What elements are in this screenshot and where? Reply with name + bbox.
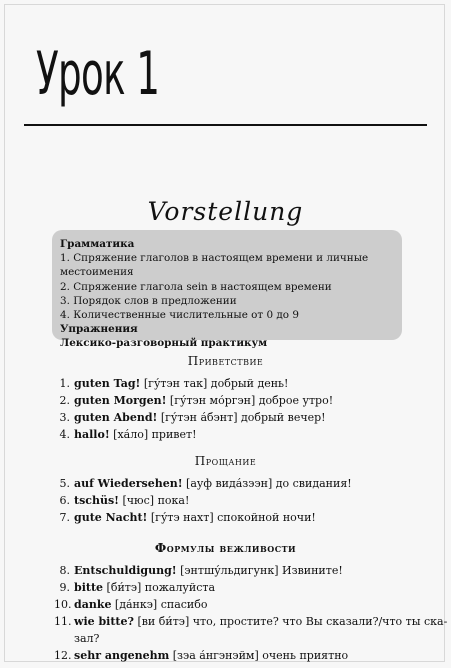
german-phrase: guten Abend! — [74, 411, 158, 424]
section-heading-farewells: Прощание — [194, 454, 257, 468]
translation: [ауф вида́зээн] до свидания! — [182, 477, 352, 490]
list-item — [54, 596, 447, 613]
translation: [энтшу́льдигунк] Извините! — [176, 564, 343, 577]
german-phrase: auf Wiedersehen! — [74, 477, 183, 490]
german-phrase: Entschuldigung! — [74, 564, 177, 577]
item-number: 7. — [59, 511, 70, 524]
item-number: 12. — [54, 649, 72, 662]
item-number: 3. — [59, 411, 70, 424]
grammar-item: 2. Спряжение глагола sein в настоящем времени — [60, 280, 332, 293]
translation: [ви би́тэ] что, простите? что Вы сказали?/что ты ска- — [133, 615, 448, 628]
german-phrase: wie bitte? — [74, 615, 134, 628]
grammar-item: 1. Спряжение глаголов в настоящем времени и личные местоимения — [60, 252, 369, 279]
translation: [зэа а́нгэнэйм] очень приятно — [169, 649, 349, 662]
german-phrase: danke — [74, 598, 112, 611]
item-number: 10. — [54, 598, 72, 611]
translation: зал? — [74, 632, 100, 645]
translation: [гу́тэн а́бэнт] добрый вечер! — [157, 411, 326, 424]
list-item — [54, 426, 333, 443]
grammar-item: 3. Порядок слов в предложении — [60, 294, 237, 307]
german-phrase: guten Tag! — [74, 377, 141, 390]
item-number: 4. — [59, 428, 70, 441]
german-phrase: tschüs! — [74, 494, 119, 507]
translation: [ха́ло] привет! — [109, 428, 197, 441]
item-number: 5. — [59, 477, 70, 490]
item-number: 2. — [59, 394, 70, 407]
farewells-list — [54, 475, 352, 526]
translation: [гу́тэн мо́ргэн] доброе утро! — [166, 394, 334, 407]
exercises-heading: Упражнения — [60, 323, 138, 336]
item-number: 11. — [54, 615, 72, 628]
politeness-list — [54, 562, 447, 664]
translation: [би́тэ] пожалуйста — [103, 581, 216, 594]
item-number: 9. — [59, 581, 70, 594]
list-item — [54, 492, 352, 509]
translation: [гу́тэ нахт] спокойной ночи! — [147, 511, 316, 524]
list-item — [54, 647, 447, 664]
grammar-box — [52, 230, 402, 350]
german-phrase: sehr angenehm — [74, 649, 170, 662]
list-item — [54, 509, 352, 526]
item-number: 6. — [59, 494, 70, 507]
list-item-continuation — [54, 630, 447, 647]
lesson-subtitle: Vorstellung — [147, 197, 304, 226]
german-phrase: bitte — [74, 581, 104, 594]
translation: [чюс] пока! — [119, 494, 190, 507]
section-heading-politeness: Формулы вежливости — [154, 541, 297, 555]
practicum-heading: Лексико-разговорный практикум — [60, 337, 268, 350]
item-number: 8. — [59, 564, 70, 577]
list-item — [54, 392, 333, 409]
translation: [гу́тэн так] добрый день! — [140, 377, 289, 390]
list-item — [54, 562, 447, 579]
section-heading-greetings: Приветствие — [187, 354, 264, 368]
lesson-title: Урок 1 — [36, 39, 160, 109]
german-phrase: gute Nacht! — [74, 511, 148, 524]
list-item — [54, 475, 352, 492]
german-phrase: hallo! — [74, 428, 110, 441]
german-phrase: guten Morgen! — [74, 394, 167, 407]
item-number: 1. — [59, 377, 70, 390]
grammar-heading: Грамматика — [60, 238, 135, 250]
list-item — [54, 613, 447, 630]
grammar-item: 4. Количественные числительные от 0 до 9 — [60, 309, 299, 322]
list-item — [54, 375, 333, 392]
translation: [да́нкэ] спасибо — [111, 598, 208, 611]
title-rule — [24, 124, 427, 126]
list-item — [54, 579, 447, 596]
list-item — [54, 409, 333, 426]
greetings-list — [54, 375, 333, 443]
